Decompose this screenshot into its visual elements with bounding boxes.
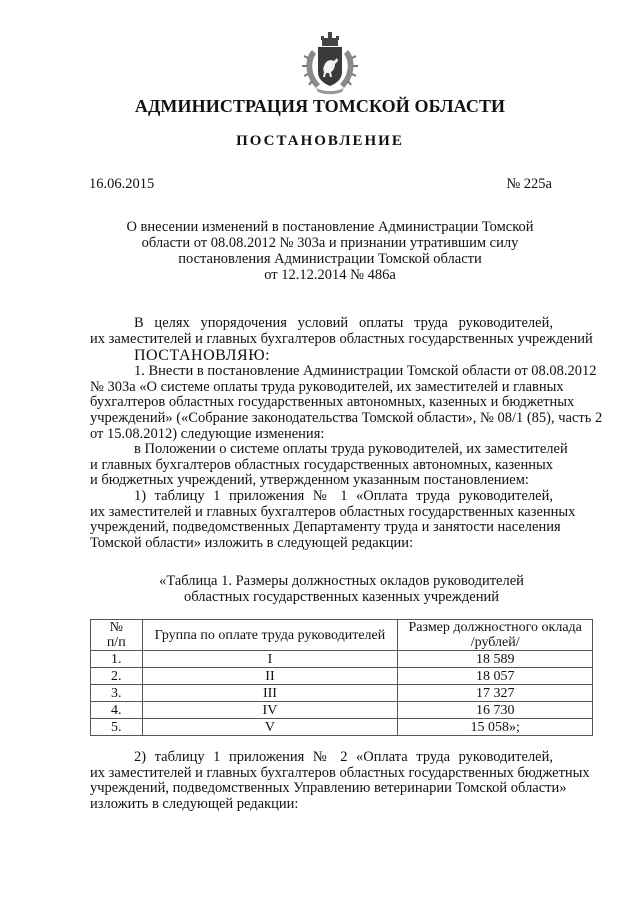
cell-num: 3.	[91, 685, 143, 702]
preamble-line: В целях упорядочения условий оплаты труда руководителей,	[134, 315, 553, 331]
document-date: 16.06.2015	[89, 176, 155, 192]
subject-line: области от 08.08.2012 № 303а и признании утратившим силу	[141, 235, 519, 251]
cell-group: III	[142, 685, 398, 702]
sub1-line: Томской области» изложить в следующей редакции:	[90, 534, 414, 551]
regulation-line: в Положении о системе оплаты труда руководителей, их заместителей	[134, 441, 568, 458]
caption-line: областных государственных казенных учреждений	[184, 589, 499, 605]
header-salary: Размер должностного оклада /рублей/	[398, 620, 593, 651]
cell-salary: 18 057	[398, 668, 593, 685]
sub2-line: 2) таблицу 1 приложения № 2 «Оплата труда руководителей,	[134, 749, 553, 765]
sub1-line: учреждений, подведомственных Департаменту труда и занятости населения	[90, 519, 561, 536]
cell-num: 2.	[91, 668, 143, 685]
preamble-line: их заместителей и главных бухгалтеров областных государственных учреждений	[90, 330, 593, 347]
item1-line: № 303а «О системе оплаты труда руководителей, их заместителей и главных	[90, 378, 564, 395]
cell-num: 5.	[91, 719, 143, 736]
table-header-row	[91, 620, 593, 651]
table-row	[91, 719, 593, 736]
subject-line: О внесении изменений в постановление Администрации Томской	[126, 219, 534, 235]
item1-line: бухгалтеров областных государственных автономных, казенных и бюджетных	[90, 394, 575, 411]
sub1-line: 1) таблицу 1 приложения № 1 «Оплата труда руководителей,	[134, 487, 553, 504]
item1-line: учреждений» («Собрание законодательства Томской области», № 08/1 (85), часть 2	[90, 409, 603, 426]
document-body	[90, 315, 603, 551]
cell-group: I	[142, 651, 398, 668]
regulation-line: и главных бухгалтеров областных государственных автономных, казенных	[90, 456, 553, 473]
salary-table	[90, 619, 593, 736]
cell-salary: 15 058»;	[398, 719, 593, 736]
header-group: Группа по оплате труда руководителей	[142, 620, 398, 651]
header-num: № п/п	[91, 620, 143, 651]
cell-group: II	[142, 668, 398, 685]
subject-line: от 12.12.2014 № 486а	[264, 267, 396, 283]
sub1-line: их заместителей и главных бухгалтеров областных государственных казенных	[90, 503, 576, 520]
document-type: ПОСТАНОВЛЕНИЕ	[236, 133, 404, 149]
table-row	[91, 685, 593, 702]
document-number: № 225а	[506, 176, 552, 192]
document-body-continued	[90, 749, 590, 812]
subject-line: постановления Администрации Томской области	[178, 251, 482, 267]
table-row	[91, 651, 593, 668]
cell-group: V	[142, 719, 398, 736]
table-row	[91, 702, 593, 719]
cell-salary: 17 327	[398, 685, 593, 702]
organization-title: АДМИНИСТРАЦИЯ ТОМСКОЙ ОБЛАСТИ	[134, 96, 506, 116]
cell-group: IV	[142, 702, 398, 719]
item1-line: от 15.08.2012) следующие изменения:	[90, 425, 325, 442]
sub2-line: изложить в следующей редакции:	[90, 795, 299, 812]
item1-line: 1. Внести в постановление Администрации Томской области от 08.08.2012	[134, 363, 597, 380]
table-row	[91, 668, 593, 685]
cell-num: 4.	[91, 702, 143, 719]
cell-salary: 18 589	[398, 651, 593, 668]
decree-heading: ПОСТАНОВЛЯЮ:	[134, 347, 271, 365]
cell-salary: 16 730	[398, 702, 593, 719]
caption-line: «Таблица 1. Размеры должностных окладов руководителей	[159, 573, 524, 589]
coat-of-arms-icon	[298, 28, 362, 96]
sub2-line: учреждений, подведомственных Управлению ветеринарии Томской области»	[90, 780, 567, 797]
cell-num: 1.	[91, 651, 143, 668]
sub2-line: их заместителей и главных бухгалтеров областных государственных бюджетных	[90, 764, 590, 781]
regulation-line: и бюджетных учреждений, утвержденном указанным постановлением:	[90, 472, 529, 489]
document-subject	[100, 219, 560, 283]
table-caption	[90, 573, 593, 605]
